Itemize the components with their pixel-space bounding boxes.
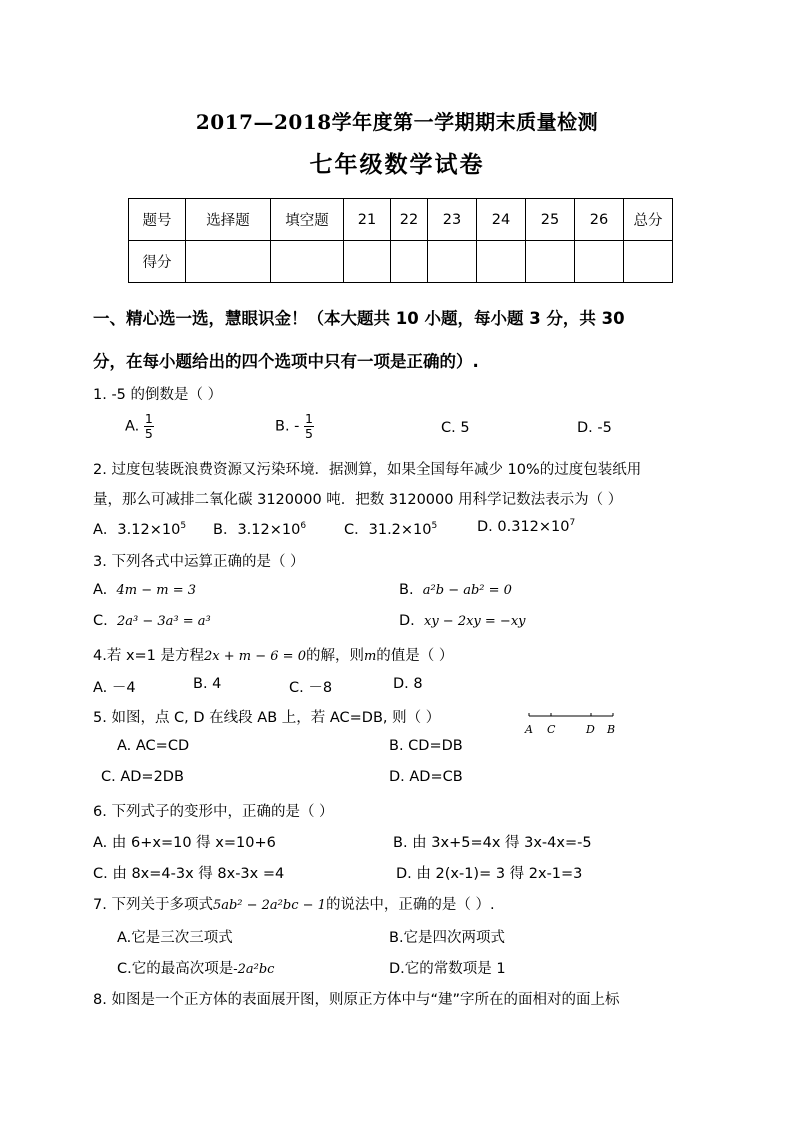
fraction <box>304 412 314 441</box>
question-2-option-b <box>213 518 306 539</box>
fraction-denominator: 5 <box>305 426 313 441</box>
question-2-option-a <box>93 518 186 539</box>
score-blank-cell <box>624 241 673 283</box>
question-4-option-a: A. －4 <box>93 680 136 696</box>
score-blank-cell <box>271 241 344 283</box>
option-text: B．3.12×10 <box>213 522 301 538</box>
score-blank-cell <box>344 241 391 283</box>
point-label: D <box>586 723 595 736</box>
score-cell: 21 <box>344 199 391 241</box>
exponent: 5 <box>180 521 187 532</box>
stem-text: 7. 下列关于多项式 <box>93 897 213 913</box>
question-1-option-a <box>125 412 154 441</box>
question-5-option-d: D. AD=CB <box>389 769 463 785</box>
question-4-option-d: D. 8 <box>393 676 423 692</box>
option-text: A．3.12×10 <box>93 522 181 538</box>
option-text: D. 0.312×10 <box>477 518 570 535</box>
question-4-option-c: C. －8 <box>289 680 333 696</box>
question-2-option-d <box>477 518 575 535</box>
question-6-option-c: C. 由 8x=4-3x 得 8x-3x =4 <box>93 866 285 882</box>
score-table-header-row <box>129 199 673 241</box>
question-3-option-a <box>93 582 196 598</box>
question-3-option-d <box>399 613 526 629</box>
score-cell: 26 <box>575 199 624 241</box>
question-5-stem: 5. 如图，点 C, D 在线段 AB 上，若 AC=DB, 则（ ） <box>93 710 441 726</box>
section-heading: 一、精心选一选，慧眼识金！（本大题共 10 小题，每小题 3 分，共 30 <box>93 309 625 328</box>
option-label: C. <box>93 613 108 629</box>
section-heading-cont: 分，在每小题给出的四个选项中只有一项是正确的）. <box>93 352 479 371</box>
score-cell: 22 <box>391 199 428 241</box>
option-label: B. <box>399 582 414 598</box>
stem-text: 4.若 x=1 是方程 <box>93 648 205 664</box>
question-4-option-b: B. 4 <box>193 676 222 692</box>
option-text: C．31.2×10 <box>344 522 432 538</box>
question-1-option-c: C. 5 <box>441 420 470 436</box>
point-label: A <box>525 723 533 736</box>
option-label: A. <box>93 582 108 598</box>
question-7-option-b: B.它是四次两项式 <box>389 930 506 946</box>
question-5-option-b: B. CD=DB <box>389 738 463 754</box>
question-5-option-a: A. AC=CD <box>117 738 190 754</box>
score-blank-cell <box>428 241 477 283</box>
score-cell: 23 <box>428 199 477 241</box>
question-7-option-a: A.它是三次三项式 <box>117 930 233 946</box>
exam-title: 2017—2018学年度第一学期期末质量检测 <box>195 110 599 134</box>
score-table <box>128 198 673 283</box>
exponent: 5 <box>431 521 438 532</box>
question-7-option-c <box>117 957 274 978</box>
question-3-stem: 3. 下列各式中运算正确的是（ ） <box>93 554 305 570</box>
math-expression: 2a³ − 3a³ = a³ <box>116 614 211 629</box>
score-cell: 25 <box>526 199 575 241</box>
point-label: B <box>607 723 616 736</box>
question-7-option-d: D.它的常数项是 1 <box>389 961 506 977</box>
score-cell: 得分 <box>129 241 186 283</box>
math-expression: 2x + m − 6 = 0 <box>204 649 306 664</box>
question-1-option-d: D. -5 <box>577 420 612 436</box>
stem-text: 的解，则 <box>305 648 364 664</box>
question-6-option-d: D. 由 2(x-1)= 3 得 2x-1=3 <box>396 866 583 882</box>
option-label: A. <box>125 418 140 435</box>
fraction-numerator: 1 <box>144 411 153 426</box>
question-5-option-c: C. AD=2DB <box>101 769 184 785</box>
math-variable: m <box>363 649 377 664</box>
exponent: 6 <box>300 521 307 532</box>
score-cell: 填空题 <box>271 199 344 241</box>
question-3-option-c <box>93 613 211 629</box>
line-segment-figure <box>520 706 620 740</box>
question-6-option-a: A. 由 6+x=10 得 x=10+6 <box>93 835 276 851</box>
stem-text: 的说法中，正确的是（ ）. <box>325 897 495 913</box>
math-expression: 5ab² − 2a²bc − 1 <box>212 898 326 913</box>
score-blank-cell <box>477 241 526 283</box>
score-cell: 选择题 <box>186 199 271 241</box>
question-1-option-b <box>275 412 314 441</box>
fraction-numerator: 1 <box>305 411 313 426</box>
question-4-stem <box>93 644 453 665</box>
math-expression: -2a²bc <box>233 962 275 977</box>
question-1-stem: 1. -5 的倒数是（ ） <box>93 387 223 403</box>
math-expression: 4m − m = 3 <box>116 583 197 598</box>
stem-text: 的值是（ ） <box>376 648 454 664</box>
exam-subtitle: 七年级数学试卷 <box>309 151 485 178</box>
question-2-stem-cont: 量，那么可减排二氧化碳 3120000 吨．把数 3120000 用科学记数法表示为（ ） <box>93 492 623 508</box>
option-label: D. <box>399 613 415 629</box>
math-expression: xy − 2xy = −xy <box>424 614 526 629</box>
score-table-score-row <box>129 241 673 283</box>
score-blank-cell <box>186 241 271 283</box>
question-3-option-b <box>399 582 512 598</box>
point-label: C <box>547 723 556 736</box>
score-cell: 总分 <box>624 199 673 241</box>
fraction-denominator: 5 <box>144 426 153 441</box>
score-blank-cell <box>391 241 428 283</box>
exponent: 7 <box>569 518 576 528</box>
question-7-stem <box>93 893 495 914</box>
option-text: C.它的最高次项是 <box>117 961 234 977</box>
question-8-stem: 8. 如图是一个正方体的表面展开图，则原正方体中与“建”字所在的面相对的面上标 <box>93 992 620 1008</box>
score-blank-cell <box>575 241 624 283</box>
question-2-stem: 2. 过度包装既浪费资源又污染环境．据测算，如果全国每年减少 10%的过度包装纸用 <box>93 462 642 478</box>
fraction <box>144 412 154 441</box>
score-cell: 24 <box>477 199 526 241</box>
question-2-option-c <box>344 518 437 539</box>
option-label: B. - <box>275 418 300 435</box>
math-expression: a²b − ab² = 0 <box>422 583 512 598</box>
score-blank-cell <box>526 241 575 283</box>
question-6-option-b: B. 由 3x+5=4x 得 3x-4x=-5 <box>393 835 592 851</box>
question-6-stem: 6. 下列式子的变形中，正确的是（ ） <box>93 804 334 820</box>
score-cell: 题号 <box>129 199 186 241</box>
